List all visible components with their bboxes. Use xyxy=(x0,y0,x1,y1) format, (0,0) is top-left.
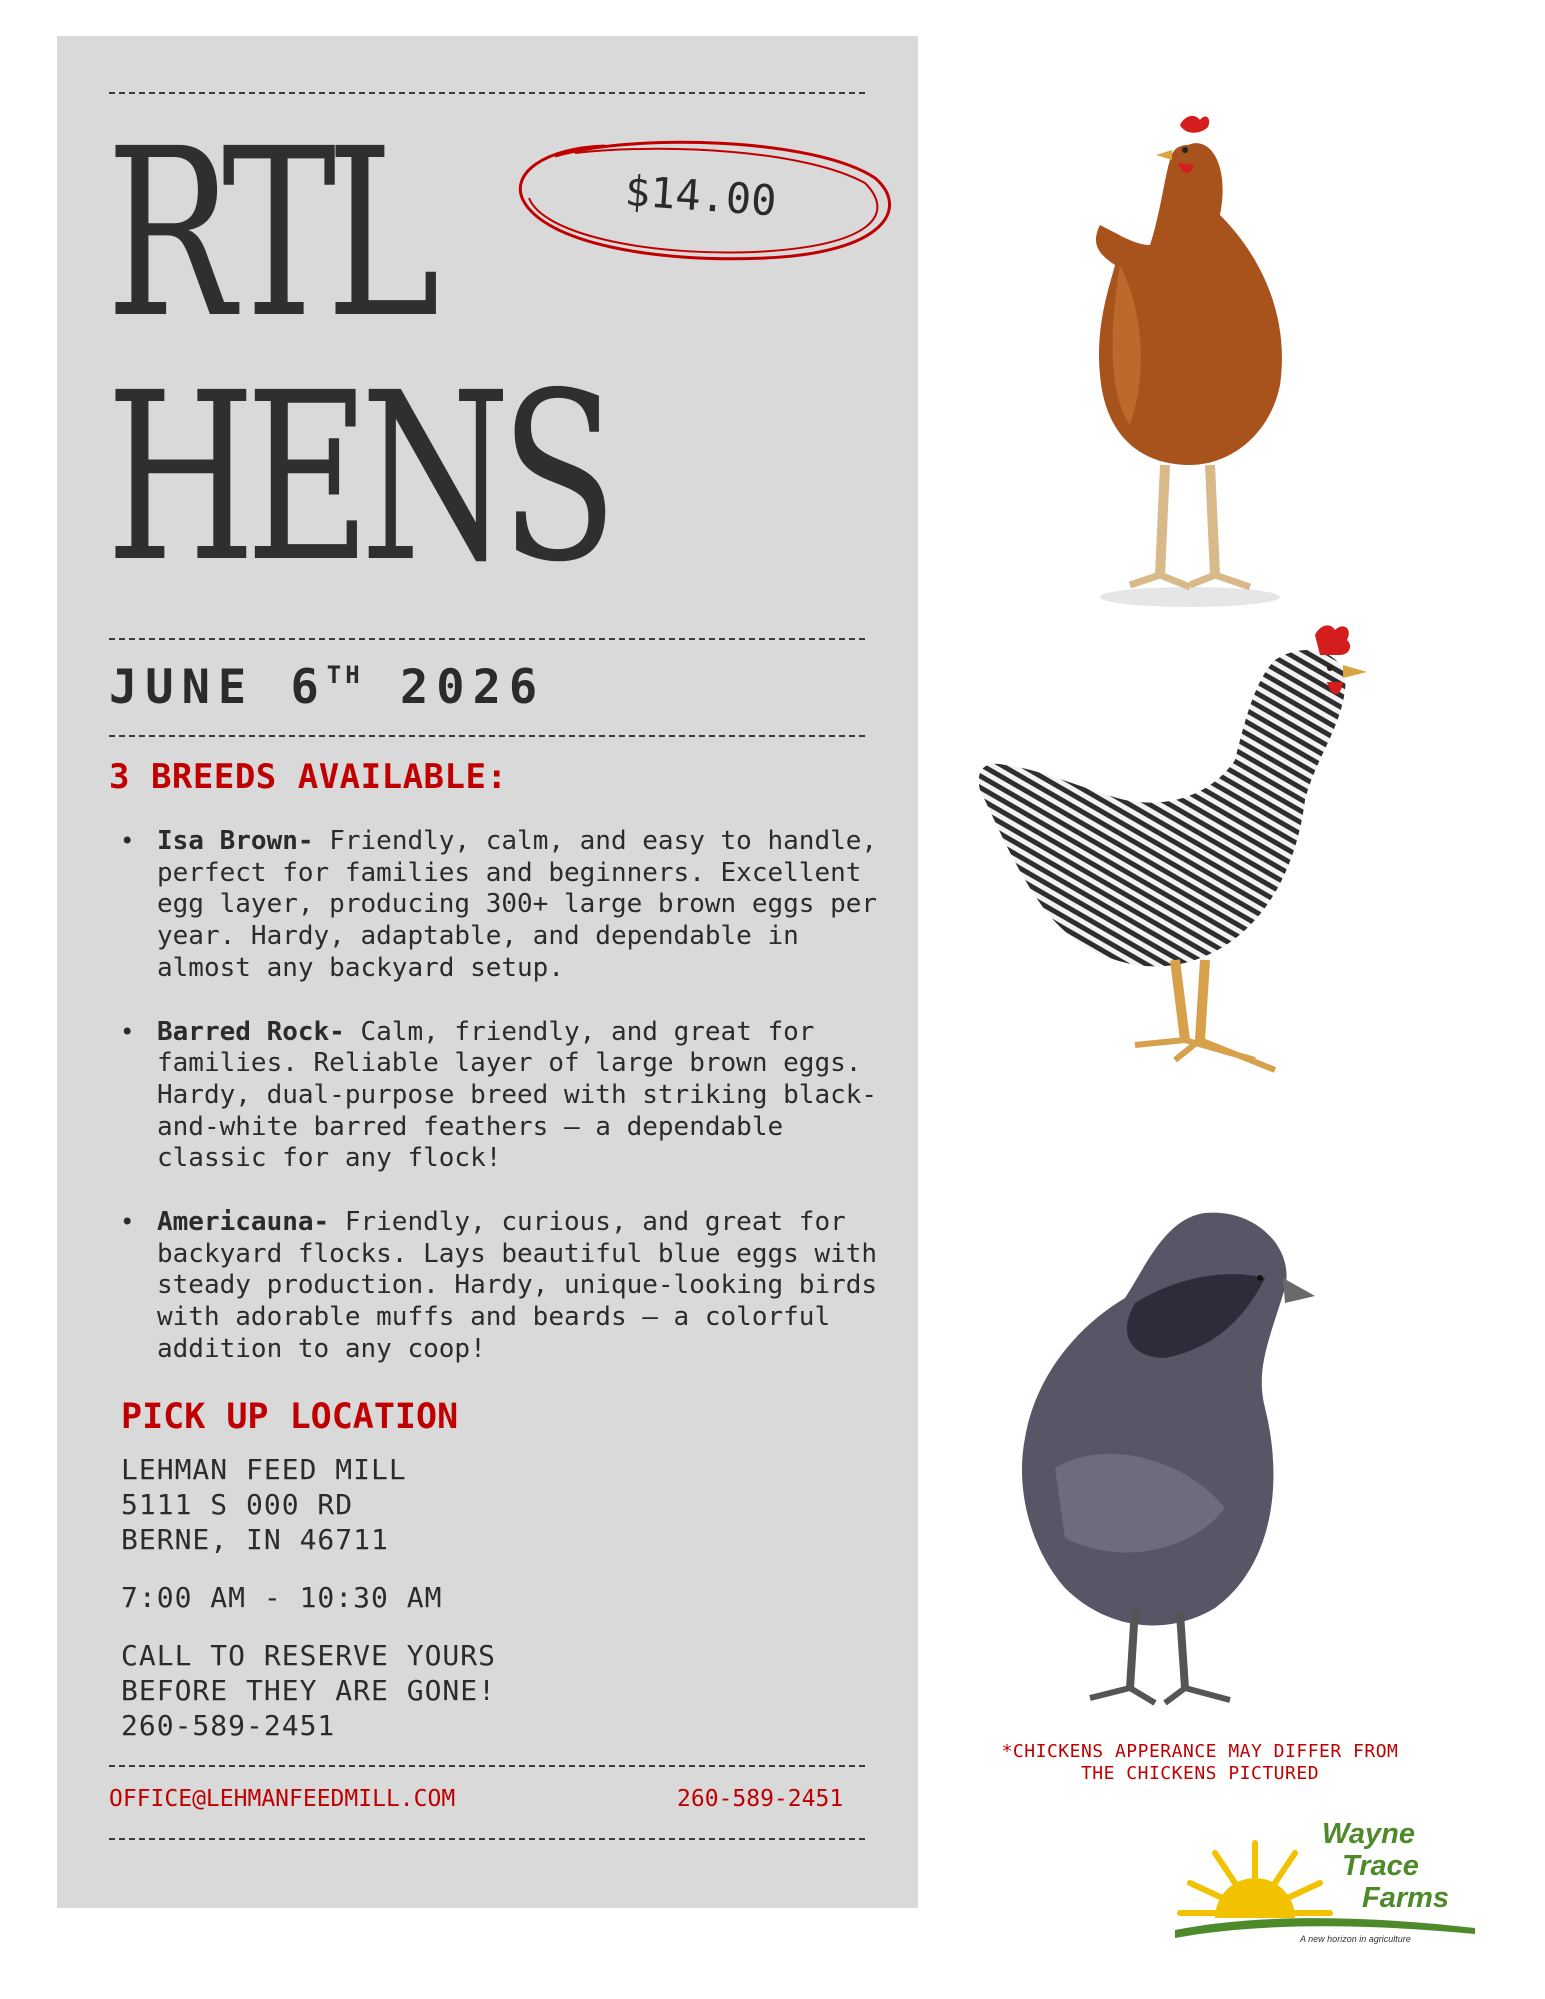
pickup-business-name: LEHMAN FEED MILL xyxy=(121,1453,407,1486)
breed-item-americauna xyxy=(120,1207,890,1366)
logo-word-2: Trace xyxy=(1342,1850,1419,1882)
price-tag xyxy=(515,138,900,268)
breed-name: Americauna- xyxy=(157,1207,330,1238)
americauna-hen-image xyxy=(1015,1208,1345,1708)
disclaimer-line-2: THE CHICKENS PICTURED xyxy=(1080,1763,1320,1784)
divider xyxy=(109,638,865,640)
breed-name: Barred Rock- xyxy=(157,1016,345,1047)
event-date xyxy=(109,660,545,715)
pickup-city: BERNE, IN 46711 xyxy=(121,1523,389,1556)
contact-email[interactable]: OFFICE@LEHMANFEEDMILL.COM xyxy=(109,1786,456,1812)
divider xyxy=(109,92,865,94)
wayne-trace-farms-logo xyxy=(1170,1818,1490,1953)
reserve-line-2: BEFORE THEY ARE GONE! xyxy=(121,1674,497,1707)
disclaimer-line-1: *CHICKENS APPERANCE MAY DIFFER FROM xyxy=(1001,1741,1399,1762)
reserve-phone: 260-589-2451 xyxy=(121,1709,336,1742)
pickup-street: 5111 S 000 RD xyxy=(121,1488,354,1521)
breed-name: Isa Brown- xyxy=(157,826,314,856)
bullet-icon: • xyxy=(120,827,135,855)
date-ordinal: TH xyxy=(326,661,364,689)
disclaimer xyxy=(960,1741,1440,1785)
breed-item-isa-brown xyxy=(120,826,890,985)
price-label: $14.00 xyxy=(623,166,779,226)
date-year: 2026 xyxy=(363,660,546,715)
pickup-heading: PICK UP LOCATION xyxy=(121,1397,459,1437)
breed-description: Friendly, calm, and easy to handle, perfect for families and beginners. Excellent egg layer, producing 300+ large brown eggs per year. Hardy, adaptable, and dependable in almost any backyard setup. xyxy=(157,826,878,983)
bullet-icon: • xyxy=(120,1017,135,1046)
divider xyxy=(109,1765,865,1767)
title-line-1: RTL xyxy=(106,99,430,369)
title-line-2: HENS xyxy=(106,343,608,613)
divider xyxy=(109,1838,865,1840)
bullet-icon: • xyxy=(120,1208,135,1237)
breed-list xyxy=(120,826,890,1398)
breeds-heading: 3 BREEDS AVAILABLE: xyxy=(109,757,508,797)
logo-word-1: Wayne xyxy=(1322,1818,1415,1850)
breed-description: Calm, friendly, and great for families. Reliable layer of large brown eggs. Hardy, dual-purpose breed with striking black-and-white barred feathers — a dependable classic for any flock! xyxy=(157,1016,878,1174)
barred-rock-hen-image xyxy=(975,620,1395,1080)
logo-tagline: A new horizon in agriculture xyxy=(1300,1934,1411,1944)
logo-word-3: Farms xyxy=(1362,1882,1450,1914)
isa-brown-hen-image xyxy=(1060,105,1320,615)
divider xyxy=(109,735,865,737)
breed-description: Friendly, curious, and great for backyard flocks. Lays beautiful blue eggs with steady production. Hardy, unique-looking birds with adorable muffs and beards — a colorful addition to any coop! xyxy=(157,1207,878,1364)
date-main: JUNE 6 xyxy=(109,660,327,715)
breed-item-barred-rock xyxy=(120,1017,890,1176)
pickup-hours: 7:00 AM - 10:30 AM xyxy=(121,1581,443,1614)
contact-phone[interactable]: 260-589-2451 xyxy=(677,1786,844,1812)
reserve-line-1: CALL TO RESERVE YOURS xyxy=(121,1639,497,1672)
